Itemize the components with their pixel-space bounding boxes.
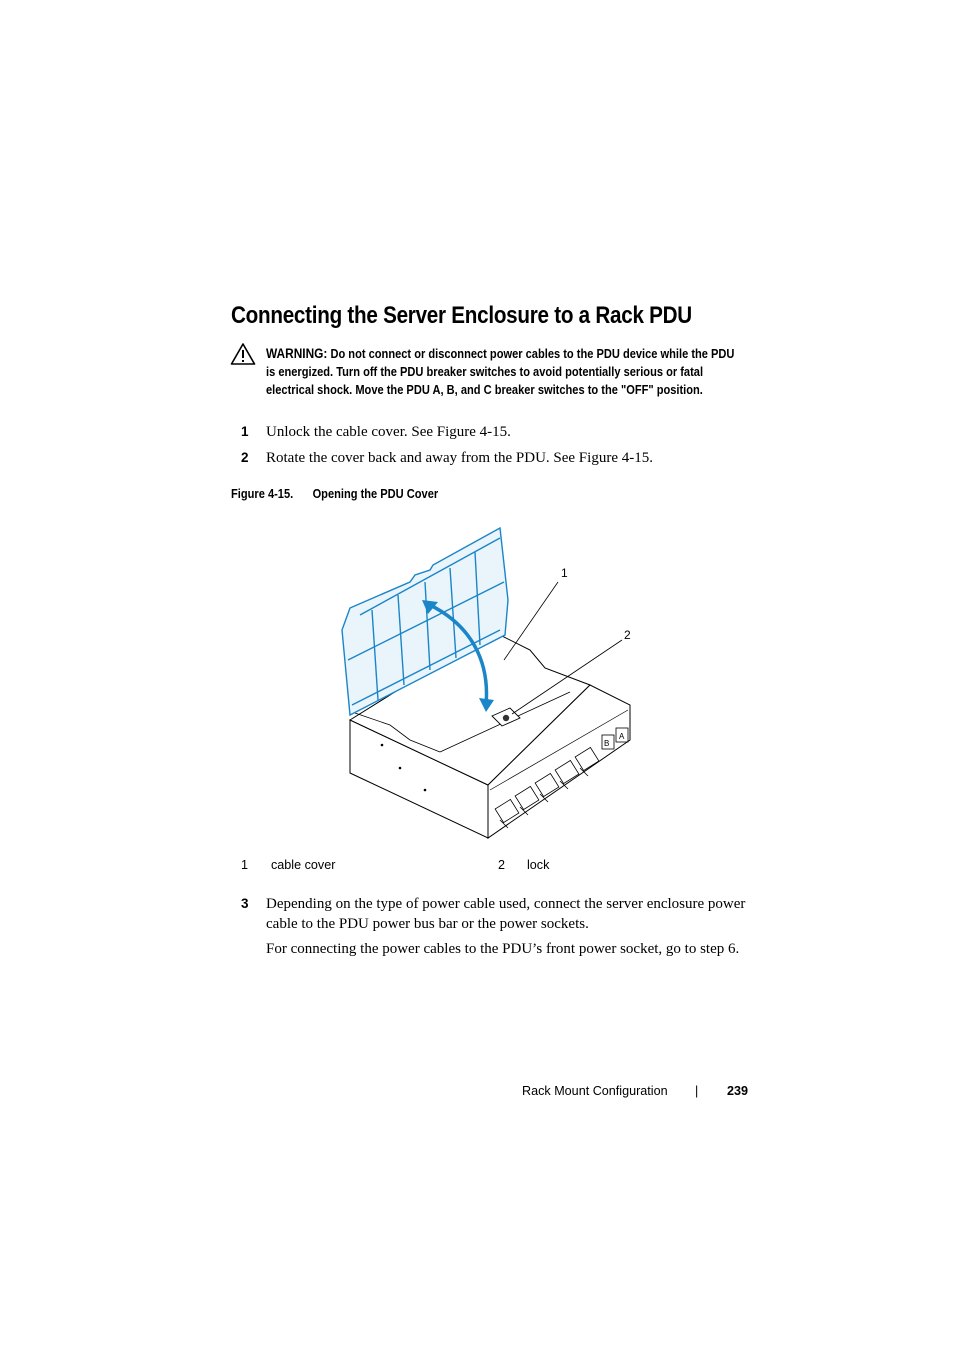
step-number: 1 xyxy=(241,424,249,439)
warning-notice xyxy=(266,345,741,399)
pdu-cover-illustration xyxy=(330,520,640,850)
figure-number: Figure 4-15. xyxy=(231,487,294,501)
footer-separator: | xyxy=(695,1084,699,1098)
step-3-text: Depending on the type of power cable used, connect the server enclosure power cable to the PDU power bus bar or the power sockets. xyxy=(266,896,746,932)
legend-num-2: 2 xyxy=(498,858,506,872)
breaker-label-b: B xyxy=(604,739,610,748)
step-number: 2 xyxy=(241,450,249,465)
legend-label-2: lock xyxy=(527,858,550,872)
warning-text: Do not connect or disconnect power cables to the PDU device while the PDU is energized. Turn off the PDU breaker switches to avoid potentially serious or fatal electrical shock. Move the PDU A, B, and C breaker switches to the "OFF" position. xyxy=(266,347,735,397)
breaker-label-a: A xyxy=(619,732,625,741)
figure-title: Opening the PDU Cover xyxy=(312,487,439,501)
page-heading: Connecting the Server Enclosure to a Rack PDU xyxy=(231,302,692,329)
figure-caption xyxy=(231,487,438,501)
footer-section: Rack Mount Configuration xyxy=(522,1084,668,1098)
warning-triangle-icon xyxy=(230,342,256,366)
legend-label-1: cable cover xyxy=(271,858,336,872)
step-text: Rotate the cover back and away from the PDU. See Figure 4-15. xyxy=(266,450,653,466)
page-number: 239 xyxy=(727,1084,749,1098)
callout-2: 2 xyxy=(624,628,631,642)
legend-num-1: 1 xyxy=(241,858,249,872)
step-3-followup: For connecting the power cables to the PDU’s front power socket, go to step 6. xyxy=(266,941,740,957)
step-number: 3 xyxy=(241,896,249,911)
callout-1: 1 xyxy=(561,566,568,580)
warning-label: WARNING: xyxy=(266,346,328,361)
step-text: Unlock the cable cover. See Figure 4-15. xyxy=(266,424,511,440)
